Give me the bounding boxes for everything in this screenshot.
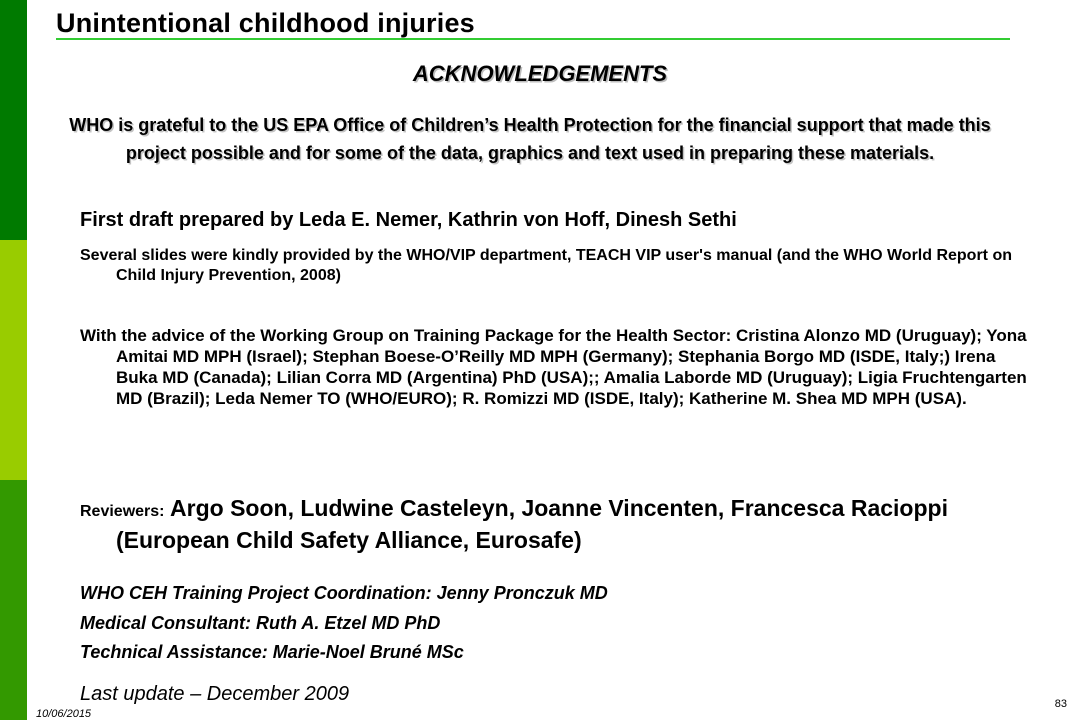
working-group-credit: With the advice of the Working Group on Training Package for the Health Sector: Cristina Alonzo MD (Uruguay); Yona Amitai MD MPH (Israel); Stephan Boese-O’Reilly MD MPH (Germany); Stephania Borgo MD (ISDE, Italy;) Irena Buka MD (Canada); Lilian Corra MD (Argentina) PhD (USA);; Amalia Laborde MD (Uruguay); Ligia Fruchtengarten MD (Brazil); Leda Nemer TO (WHO/EURO); R. Romizzi MD (ISDE, Italy); Katherine M. Shea MD MPH (USA). bbox=[80, 326, 1027, 408]
acknowledgements-heading: ACKNOWLEDGEMENTS bbox=[412, 61, 668, 86]
first-draft-credit: First draft prepared by Leda E. Nemer, Kathrin von Hoff, Dinesh Sethi bbox=[80, 209, 737, 231]
reviewers-label: Reviewers: bbox=[80, 503, 165, 520]
project-coordination-credit: WHO CEH Training Project Coordination: Jenny Pronczuk MD bbox=[80, 583, 608, 603]
medical-consultant-credit: Medical Consultant: Ruth A. Etzel MD PhD bbox=[80, 613, 441, 633]
reviewers-credit bbox=[80, 494, 1040, 554]
grateful-statement: WHO is grateful to the US EPA Office of Children’s Health Protection for the financial support that made this project possible and for some of the data, graphics and text used in preparing these materials. bbox=[69, 115, 991, 163]
sidebar-segment-green bbox=[0, 480, 27, 720]
sidebar-segment-lime bbox=[0, 240, 27, 480]
technical-assistance-credit: Technical Assistance: Marie-Noel Bruné MSc bbox=[80, 642, 464, 662]
sidebar-color-bar bbox=[0, 0, 27, 720]
slide-title: Unintentional childhood injuries bbox=[56, 8, 475, 38]
title-underline bbox=[56, 38, 1010, 40]
last-update: Last update – December 2009 bbox=[80, 683, 350, 705]
reviewers-names: Argo Soon, Ludwine Casteleyn, Joanne Vincenten, Francesca Racioppi (European Child Safety Alliance, Eurosafe) bbox=[116, 495, 948, 553]
sidebar-segment-dark-green bbox=[0, 0, 27, 240]
footer-date: 10/06/2015 bbox=[36, 708, 92, 720]
slides-provided-credit: Several slides were kindly provided by the WHO/VIP department, TEACH VIP user's manual (and the WHO World Report on Child Injury Prevention, 2008) bbox=[80, 247, 1012, 284]
page-number: 83 bbox=[1054, 698, 1067, 710]
